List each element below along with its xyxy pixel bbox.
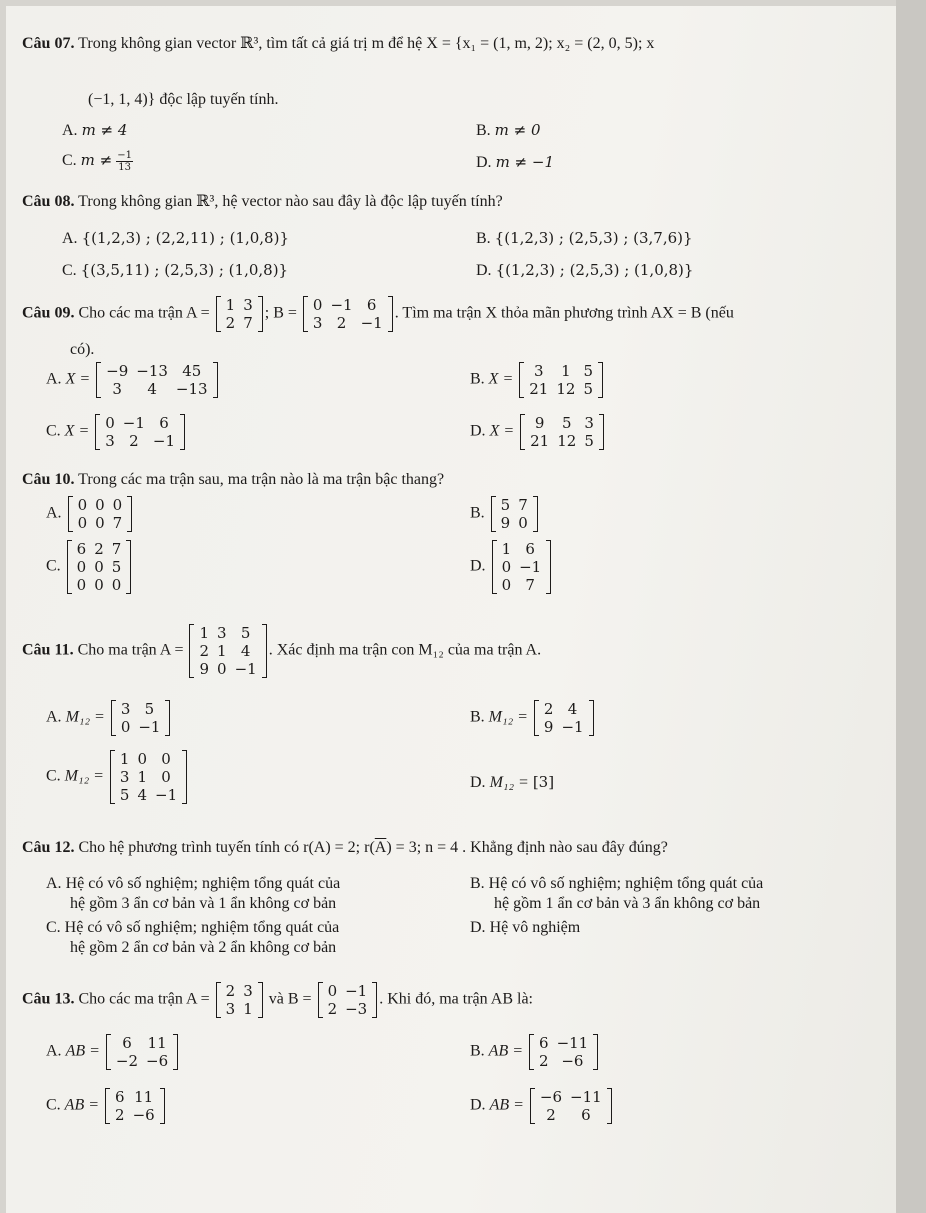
q10-option-d-matrix <box>492 540 552 594</box>
matrix-cell: 3 <box>217 624 227 642</box>
matrix-cell: 11 <box>134 1088 154 1106</box>
q07-stem <box>22 34 654 54</box>
q13-option-c-matrix <box>105 1088 165 1124</box>
matrix-cell: 0 <box>327 982 338 1000</box>
matrix-cell: 0 <box>105 414 115 432</box>
q12-stem: Câu 12. Cho hệ phương trình tuyến tính có r(A) = 2; $r(\overline{A}) = 3$; n = 4 . Khẳng định nào sau đây đúng? <box>22 839 668 856</box>
q07-option-c-fraction: $\frac{-1}{13}$ <box>117 150 132 173</box>
matrix-cell: 5 <box>583 380 593 398</box>
matrix-cell: 6 <box>76 540 87 558</box>
matrix-cell: −9 <box>106 362 129 380</box>
q13-matrix-b <box>318 982 378 1018</box>
q07-option-b: B. m ≠ 0 <box>476 121 541 139</box>
q12-option-a-line2: hệ gồm 3 ẩn cơ bản và 1 ẩn không cơ bản <box>70 895 337 912</box>
matrix-cell: 9 <box>534 414 545 432</box>
matrix-cell: −1 <box>234 660 257 678</box>
matrix-cell: −2 <box>115 1052 139 1070</box>
matrix-cell: 3 <box>534 362 544 380</box>
q13-option-c: C. AB = 6 11 2 −6 <box>46 1088 167 1124</box>
matrix-cell: 3 <box>105 432 115 450</box>
q09-stem: Câu 09. Cho các ma trận A = 1 3 2 7 ; B = 0 −1 6 3 2 −1 . Tìm ma trận X thỏa mãn phương trình AX = B (nếu <box>22 296 734 332</box>
matrix-cell: 3 <box>120 700 131 718</box>
matrix-cell: −13 <box>175 380 208 398</box>
matrix-cell: 6 <box>525 540 535 558</box>
q13-matrix-a <box>216 982 263 1018</box>
matrix-cell: 0 <box>77 496 88 514</box>
q09-option-c-matrix <box>95 414 185 450</box>
matrix-cell: −6 <box>132 1106 155 1124</box>
q12-option-d: D. Hệ vô nghiệm <box>470 919 581 936</box>
q10-option-a-matrix <box>68 496 133 532</box>
matrix-cell: −11 <box>570 1088 602 1106</box>
q09-option-d-matrix <box>520 414 604 450</box>
q07-option-d: D. m ≠ −1 <box>476 153 555 171</box>
matrix-cell: 1 <box>137 768 148 786</box>
q12-option-c: C. Hệ có vô số nghiệm; nghiệm tổng quát của <box>46 919 340 936</box>
matrix-cell: 2 <box>327 1000 338 1018</box>
matrix-cell: 2 <box>543 700 554 718</box>
matrix-cell: 0 <box>95 496 105 514</box>
matrix-cell: 11 <box>147 1034 167 1052</box>
matrix-cell: 1 <box>217 642 227 660</box>
matrix-cell: 21 <box>530 432 550 450</box>
matrix-cell: 0 <box>94 576 104 594</box>
matrix-cell: 2 <box>115 1106 125 1124</box>
matrix-cell: 6 <box>159 414 169 432</box>
matrix-cell: 6 <box>539 1034 549 1052</box>
q13-option-a: A. AB = 6 11 −2 −6 <box>46 1034 180 1070</box>
q11-option-a-matrix <box>111 700 171 736</box>
matrix-cell: 0 <box>161 768 171 786</box>
matrix-cell: 1 <box>199 624 210 642</box>
q07-stem-line2: (−1, 1, 4)} độc lập tuyến tính. <box>88 91 279 108</box>
q13-option-a-matrix <box>106 1034 178 1070</box>
matrix-cell: 7 <box>525 576 535 594</box>
q08-option-b: B. {(1,2,3) ; (2,5,3) ; (3,7,6)} <box>476 229 693 247</box>
matrix-cell: 6 <box>581 1106 591 1124</box>
matrix-cell: 0 <box>76 576 87 594</box>
q10-option-d: D. 1 6 0 −1 0 7 <box>470 540 553 594</box>
matrix-cell: 1 <box>119 750 130 768</box>
q07-text: Trong không gian vector ℝ³, tìm tất cả giá trị m để hệ X = {x₁ = (1, m, 2); x₂ = (2, 0, 5); x <box>78 35 655 52</box>
matrix-cell: −1 <box>345 982 368 1000</box>
q10-stem: Câu 10. Trong các ma trận sau, ma trận nào là ma trận bậc thang? <box>22 471 445 488</box>
matrix-cell: 0 <box>161 750 171 768</box>
matrix-cell: 3 <box>243 982 253 1000</box>
q09-option-c: C. X = 0 −1 6 3 2 −1 <box>46 414 187 450</box>
q12-option-a: A. Hệ có vô số nghiệm; nghiệm tổng quát của <box>46 875 341 892</box>
matrix-cell: −1 <box>155 786 178 804</box>
q11-option-c-matrix <box>110 750 187 804</box>
matrix-cell: 2 <box>199 642 210 660</box>
matrix-cell: 5 <box>584 432 594 450</box>
q08-stem: Câu 08. Trong không gian ℝ³, hệ vector nào sau đây là độc lập tuyến tính? <box>22 193 503 210</box>
matrix-cell: 5 <box>500 496 511 514</box>
matrix-cell: 2 <box>225 314 236 332</box>
matrix-cell: 2 <box>129 432 139 450</box>
page-edge-shadow <box>896 0 926 1213</box>
matrix-cell: −1 <box>330 296 353 314</box>
matrix-cell: 5 <box>583 362 593 380</box>
q09-option-a: A. X = −9 −13 45 3 4 −13 <box>46 362 220 398</box>
matrix-cell: 5 <box>119 786 130 804</box>
q09-matrix-b <box>303 296 393 332</box>
matrix-cell: 7 <box>111 540 122 558</box>
matrix-cell: 12 <box>556 380 576 398</box>
matrix-cell: −11 <box>556 1034 589 1052</box>
q07-option-a: A. m ≠ 4 <box>62 121 128 139</box>
matrix-cell: 0 <box>518 514 528 532</box>
q11-option-d: D. M₁₂ = [3] <box>470 773 555 791</box>
matrix-cell: 3 <box>584 414 594 432</box>
q10-option-b-matrix <box>491 496 538 532</box>
q07-option-c: C. m ≠ $\frac{-1}{13}$ <box>62 150 132 173</box>
matrix-cell: −6 <box>539 1088 563 1106</box>
q08-option-a: A. {(1,2,3) ; (2,2,11) ; (1,0,8)} <box>62 229 289 247</box>
matrix-cell: 7 <box>112 514 123 532</box>
matrix-cell: 5 <box>111 558 122 576</box>
q12-option-b: B. Hệ có vô số nghiệm; nghiệm tổng quát của <box>470 875 764 892</box>
matrix-cell: 2 <box>94 540 104 558</box>
q07-label: Câu 07. <box>22 35 75 52</box>
matrix-cell: 0 <box>94 558 104 576</box>
q11-option-b: B. M₁₂ = 2 4 9 −1 <box>470 700 596 736</box>
matrix-cell: 2 <box>225 982 236 1000</box>
q12-option-b-line2: hệ gồm 1 ẩn cơ bản và 3 ẩn không cơ bản <box>494 895 761 912</box>
q13-option-b-matrix <box>529 1034 598 1070</box>
matrix-cell: 0 <box>77 514 88 532</box>
matrix-cell: 4 <box>147 380 157 398</box>
matrix-cell: 2 <box>546 1106 556 1124</box>
matrix-cell: 0 <box>76 558 87 576</box>
matrix-cell: 5 <box>240 624 251 642</box>
matrix-cell: 0 <box>120 718 131 736</box>
matrix-cell: 0 <box>217 660 227 678</box>
q13-stem: Câu 13. Cho các ma trận A = 2 3 3 1 và B = 0 −1 2 −3 . Khi đó, ma trận AB là: <box>22 982 533 1018</box>
matrix-cell: 4 <box>240 642 251 660</box>
matrix-cell: 0 <box>111 576 122 594</box>
matrix-cell: 0 <box>501 558 512 576</box>
q09-matrix-a <box>216 296 263 332</box>
q08-option-c: C. {(3,5,11) ; (2,5,3) ; (1,0,8)} <box>62 261 289 279</box>
matrix-cell: 45 <box>182 362 202 380</box>
q13-option-d: D. AB = −6 −11 2 6 <box>470 1088 614 1124</box>
matrix-cell: −6 <box>561 1052 584 1070</box>
q10-option-c-matrix <box>67 540 132 594</box>
matrix-cell: 9 <box>500 514 511 532</box>
matrix-cell: 9 <box>199 660 210 678</box>
q11-option-b-matrix <box>534 700 594 736</box>
matrix-cell: 2 <box>336 314 347 332</box>
matrix-cell: −1 <box>138 718 161 736</box>
q13-option-b: B. AB = 6 −11 2 −6 <box>470 1034 600 1070</box>
matrix-cell: 0 <box>137 750 148 768</box>
q12-option-c-line2: hệ gồm 2 ẩn cơ bản và 2 ẩn không cơ bản <box>70 939 337 956</box>
q11-stem: Câu 11. Cho ma trận A = 1 3 5 2 1 4 9 0 −1 . Xác định ma trận con M₁₂ của ma trận A. <box>22 624 542 678</box>
matrix-cell: 1 <box>561 362 571 380</box>
matrix-cell: 6 <box>115 1088 125 1106</box>
matrix-cell: −1 <box>152 432 176 450</box>
matrix-cell: −1 <box>122 414 145 432</box>
matrix-cell: 5 <box>562 414 572 432</box>
matrix-cell: −1 <box>561 718 584 736</box>
matrix-cell: 4 <box>567 700 578 718</box>
q10-option-c: C. 6 2 7 0 0 5 0 0 0 <box>46 540 133 594</box>
matrix-cell: 1 <box>225 296 236 314</box>
matrix-cell: 7 <box>518 496 528 514</box>
matrix-cell: −1 <box>360 314 383 332</box>
matrix-cell: 1 <box>243 1000 253 1018</box>
matrix-cell: 3 <box>243 296 253 314</box>
matrix-cell: 12 <box>557 432 577 450</box>
matrix-cell: 6 <box>122 1034 132 1052</box>
matrix-cell: 0 <box>312 296 323 314</box>
matrix-cell: 21 <box>529 380 549 398</box>
q09-option-d: D. X = 9 5 3 21 12 5 <box>470 414 606 450</box>
matrix-cell: 2 <box>539 1052 549 1070</box>
q09-option-b-matrix <box>519 362 603 398</box>
matrix-cell: −6 <box>146 1052 169 1070</box>
matrix-cell: 3 <box>112 380 122 398</box>
exam-page <box>6 6 896 1213</box>
q10-option-b: B. 5 7 9 0 <box>470 496 540 532</box>
matrix-cell: 0 <box>501 576 512 594</box>
matrix-cell: 9 <box>543 718 554 736</box>
matrix-cell: 5 <box>144 700 155 718</box>
q11-option-c: C. M₁₂ = 1 0 0 3 1 0 5 4 −1 <box>46 750 189 804</box>
matrix-cell: −13 <box>136 362 168 380</box>
matrix-cell: 6 <box>366 296 377 314</box>
q11-matrix-a <box>189 624 266 678</box>
q13-option-d-matrix <box>530 1088 612 1124</box>
matrix-cell: 1 <box>501 540 512 558</box>
matrix-cell: 4 <box>137 786 148 804</box>
q09-stem-line2: có). <box>70 341 95 358</box>
matrix-cell: −1 <box>519 558 542 576</box>
q11-option-a: A. M₁₂ = 3 5 0 −1 <box>46 700 172 736</box>
matrix-cell: 3 <box>225 1000 236 1018</box>
q09-option-a-matrix <box>96 362 217 398</box>
matrix-cell: 3 <box>119 768 130 786</box>
q10-option-a: A. 0 0 0 0 0 7 <box>46 496 134 532</box>
matrix-cell: 3 <box>312 314 323 332</box>
q09-option-b: B. X = 3 1 5 21 12 5 <box>470 362 605 398</box>
matrix-cell: 7 <box>243 314 253 332</box>
matrix-cell: 0 <box>95 514 105 532</box>
q08-option-d: D. {(1,2,3) ; (2,5,3) ; (1,0,8)} <box>476 261 694 279</box>
matrix-cell: 0 <box>112 496 123 514</box>
matrix-cell: −3 <box>345 1000 368 1018</box>
